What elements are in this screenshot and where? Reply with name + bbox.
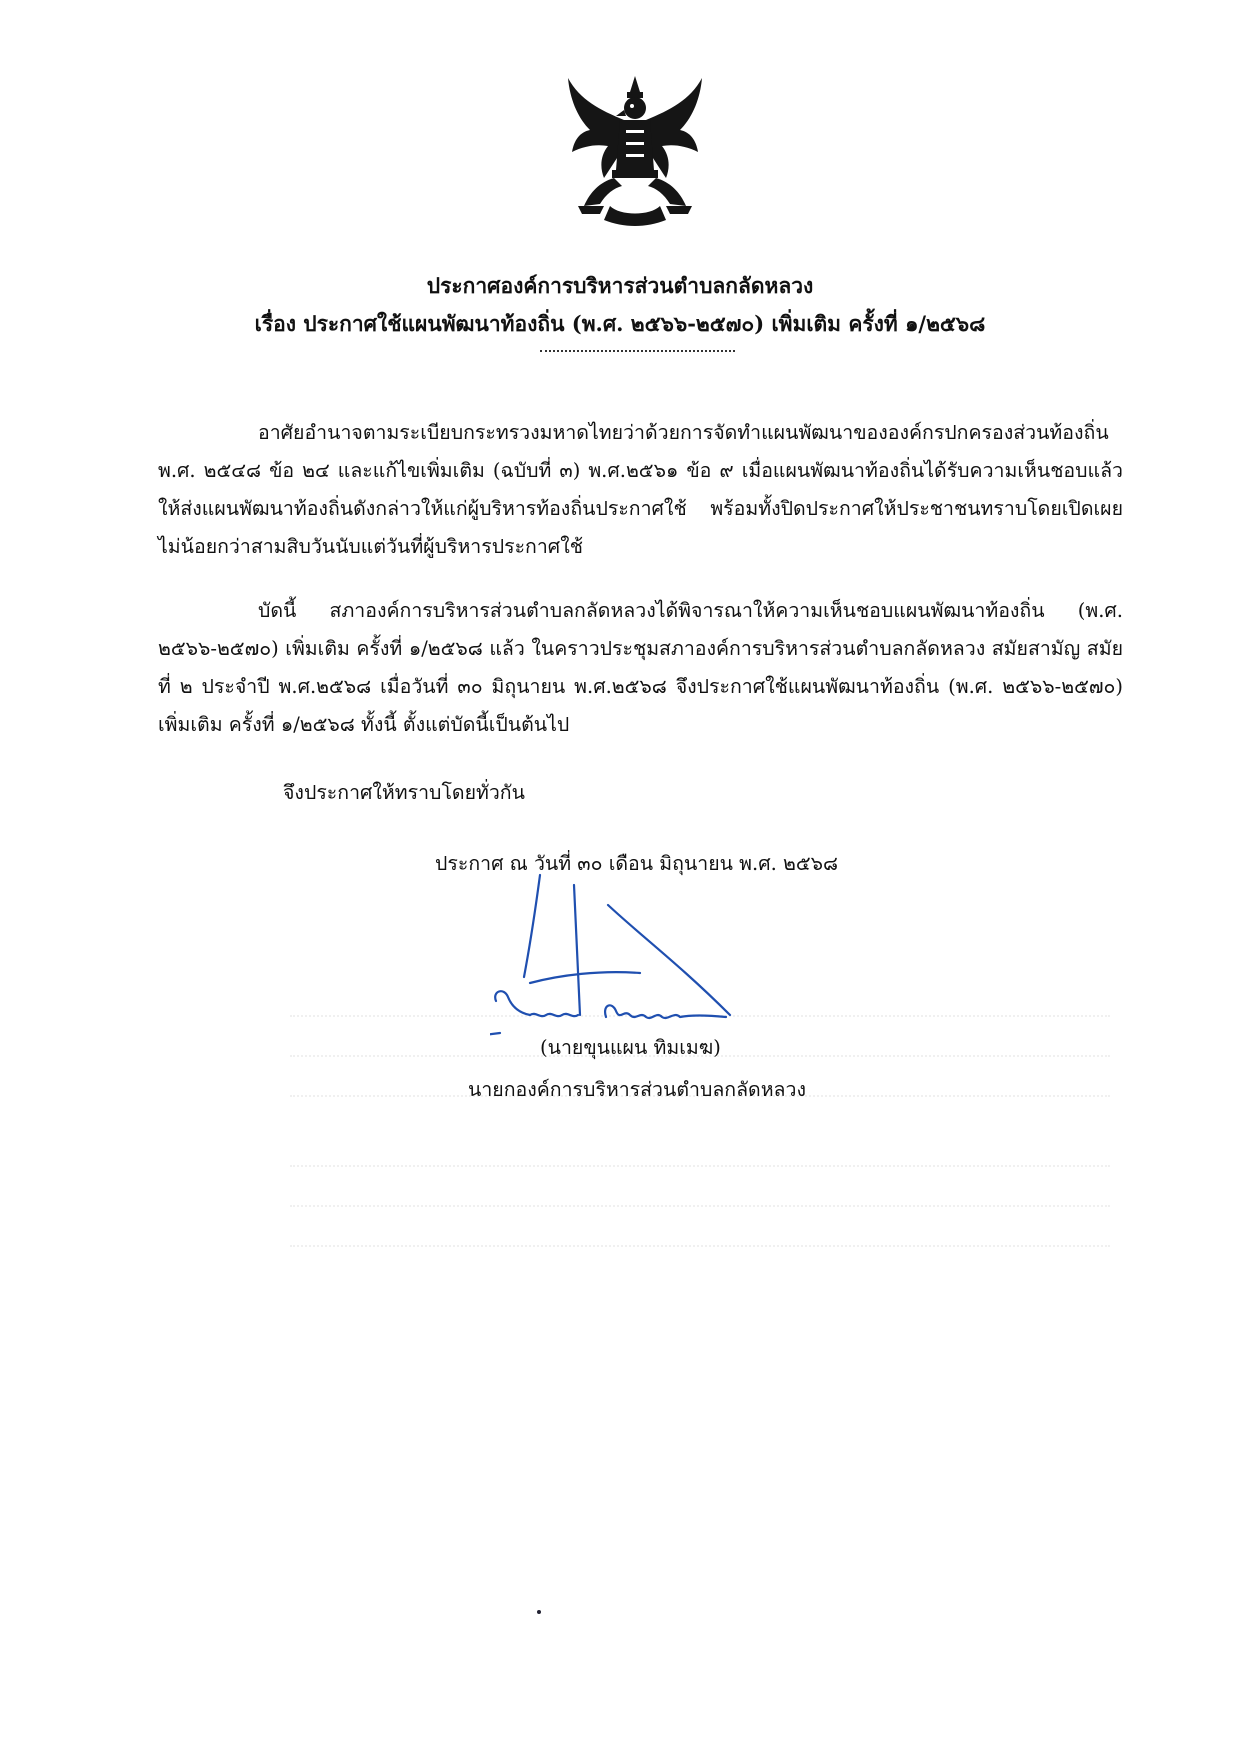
announcement-subject: เรื่อง ประกาศใช้แผนพัฒนาท้องถิ่น (พ.ศ. ๒๕๖๖-๒๕๗๐) เพิ่มเติม ครั้งที่ ๑/๒๕๖๘ xyxy=(254,311,986,336)
scan-speck xyxy=(537,1610,541,1614)
body-paragraph-authority: อาศัยอำนาจตามระเบียบกระทรวงมหาดไทยว่าด้วยการจัดทำแผนพัฒนาขององค์กรปกครองส่วนท้องถิ่น พ.ศ. ๒๕๔๘ ข้อ ๒๔ และแก้ไขเพิ่มเติม (ฉบับที่ ๓) พ.ศ.๒๕๖๑ ข้อ ๙ เมื่อแผนพัฒนาท้องถิ่นได้รับความเห็นชอบแล้ว ให้ส่งแผนพัฒนาท้องถิ่นดังกล่าวให้แก่ผู้บริหารท้องถิ่นประกาศใช้ พร้อมทั้งปิดประกาศให้ประชาชนทราบโดยเปิดเผยไม่น้อยกว่าสามสิบวันนับแต่วันที่ผู้บริหารประกาศใช้ xyxy=(158,421,1123,558)
bleed-through-line xyxy=(290,1205,1110,1217)
bleed-through-line xyxy=(290,1245,1110,1257)
body-paragraph-notice: จึงประกาศให้ทราบโดยทั่วกัน xyxy=(283,781,525,804)
announcement-title: ประกาศองค์การบริหารส่วนตำบลกลัดหลวง xyxy=(426,273,814,298)
signer-position: นายกองค์การบริหารส่วนตำบลกลัดหลวง xyxy=(468,1078,806,1101)
title-dotted-divider xyxy=(540,350,735,352)
announcement-date: ประกาศ ณ วันที่ ๓๐ เดือน มิถุนายน พ.ศ. ๒๕๖๘ xyxy=(435,852,839,875)
garuda-emblem-icon xyxy=(560,70,710,230)
signer-name: (นายขุนแผน ทิมเมฆ) xyxy=(540,1036,721,1059)
bleed-through-line xyxy=(290,1165,1110,1177)
body-paragraph-approval: บัดนี้ สภาองค์การบริหารส่วนตำบลกลัดหลวงได้พิจารณาให้ความเห็นชอบแผนพัฒนาท้องถิ่น (พ.ศ. ๒๕๖๖-๒๕๗๐) เพิ่มเติม ครั้งที่ ๑/๒๕๖๘ แล้ว ในคราวประชุมสภาองค์การบริหารส่วนตำบลกลัดหลวง สมัยสามัญ สมัยที่ ๒ ประจำปี พ.ศ.๒๕๖๘ เมื่อวันที่ ๓๐ มิถุนายน พ.ศ.๒๕๖๘ จึงประกาศใช้แผนพัฒนาท้องถิ่น (พ.ศ. ๒๕๖๖-๒๕๗๐) เพิ่มเติม ครั้งที่ ๑/๒๕๖๘ ทั้งนี้ ตั้งแต่บัดนี้เป็นต้นไป xyxy=(158,599,1123,736)
